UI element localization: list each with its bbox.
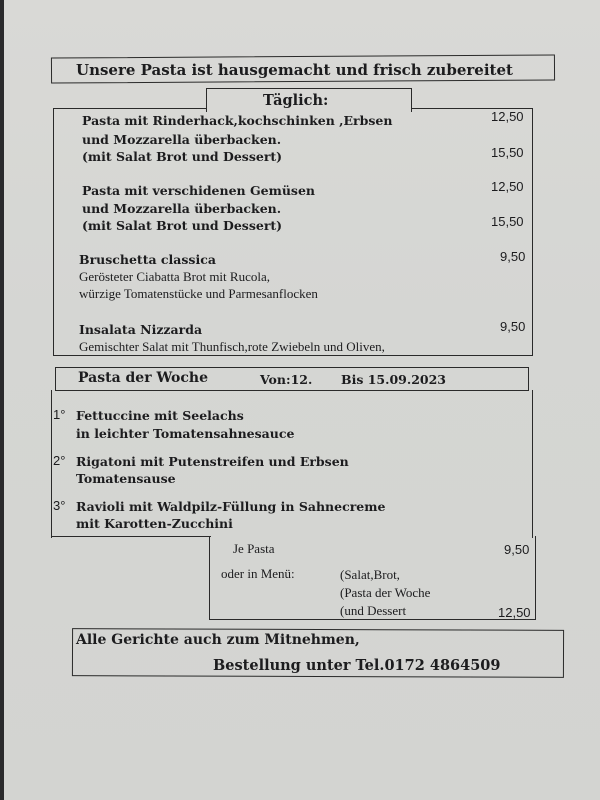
daily-item-4-price: 9,50 [500,319,526,334]
daily-item-2-price: 12,50 [491,179,524,194]
daily-item-1-price: 12,50 [491,109,524,124]
daily-item-3-name: Bruschetta classica [79,252,216,267]
per-pasta-label: Je Pasta [233,541,275,556]
weekly-item-2-line-2: Tomatensause [76,471,176,486]
weekly-item-1-line-1: Fettuccine mit Seelachs [76,408,244,423]
footer-line-1: Alle Gerichte auch zum Mitnehmen, [76,632,360,648]
weekly-heading: Pasta der Woche [78,370,208,386]
menu-label: oder in Menü: [221,566,295,581]
daily-item-3-desc-1: Gerösteter Ciabatta Brot mit Rucola, [79,269,270,284]
weekly-item-3-line-2: mit Karotten-Zucchini [76,516,233,531]
daily-item-3-price: 9,50 [500,249,526,264]
menu-line-3: (und Dessert [340,603,407,618]
daily-item-4-name: Insalata Nizzarda [79,322,203,337]
daily-item-2-line-1: Pasta mit verschidenen Gemüsen [82,183,316,198]
menu-line-1: (Salat,Brot, [340,567,400,582]
weekly-from: Von:12. [260,372,313,387]
weekly-box-bottom [51,536,211,537]
weekly-item-2-line-1: Rigatoni mit Putenstreifen und Erbsen [76,454,349,469]
daily-item-1-line-2: und Mozzarella überbacken. [82,132,282,147]
daily-item-3-desc-2: würzige Tomatenstücke und Parmesanflocken [79,286,318,301]
daily-item-2-line-3: (mit Salat Brot und Dessert) [82,218,283,233]
menu-sheet [4,0,600,800]
weekly-to: Bis 15.09.2023 [341,372,446,387]
daily-heading: Täglich: [263,92,329,109]
weekly-item-3-num: 3° [53,498,66,513]
header-title: Unsere Pasta ist hausgemacht und frisch zubereitet [76,61,513,79]
weekly-item-1-num: 1° [53,407,66,422]
weekly-item-3-line-1: Ravioli mit Waldpilz-Füllung in Sahnecreme [76,499,386,514]
menu-price: 12,50 [498,605,531,620]
footer-line-2: Bestellung unter Tel.0172 4864509 [213,657,501,674]
daily-item-4-desc-1: Gemischter Salat mit Thunfisch,rote Zwiebeln und Oliven, [79,339,385,354]
daily-item-2-menu-price: 15,50 [491,214,524,229]
daily-item-1-line-1: Pasta mit Rinderhack,kochschinken ,Erbsen [82,113,393,128]
per-pasta-price: 9,50 [504,542,530,557]
weekly-item-2-num: 2° [53,453,66,468]
daily-item-1-menu-price: 15,50 [491,145,524,160]
daily-item-2-line-2: und Mozzarella überbacken. [82,201,282,216]
menu-line-2: (Pasta der Woche [340,585,431,600]
daily-item-1-line-3: (mit Salat Brot und Dessert) [82,149,283,164]
weekly-item-1-line-2: in leichter Tomatensahnesauce [76,426,295,441]
